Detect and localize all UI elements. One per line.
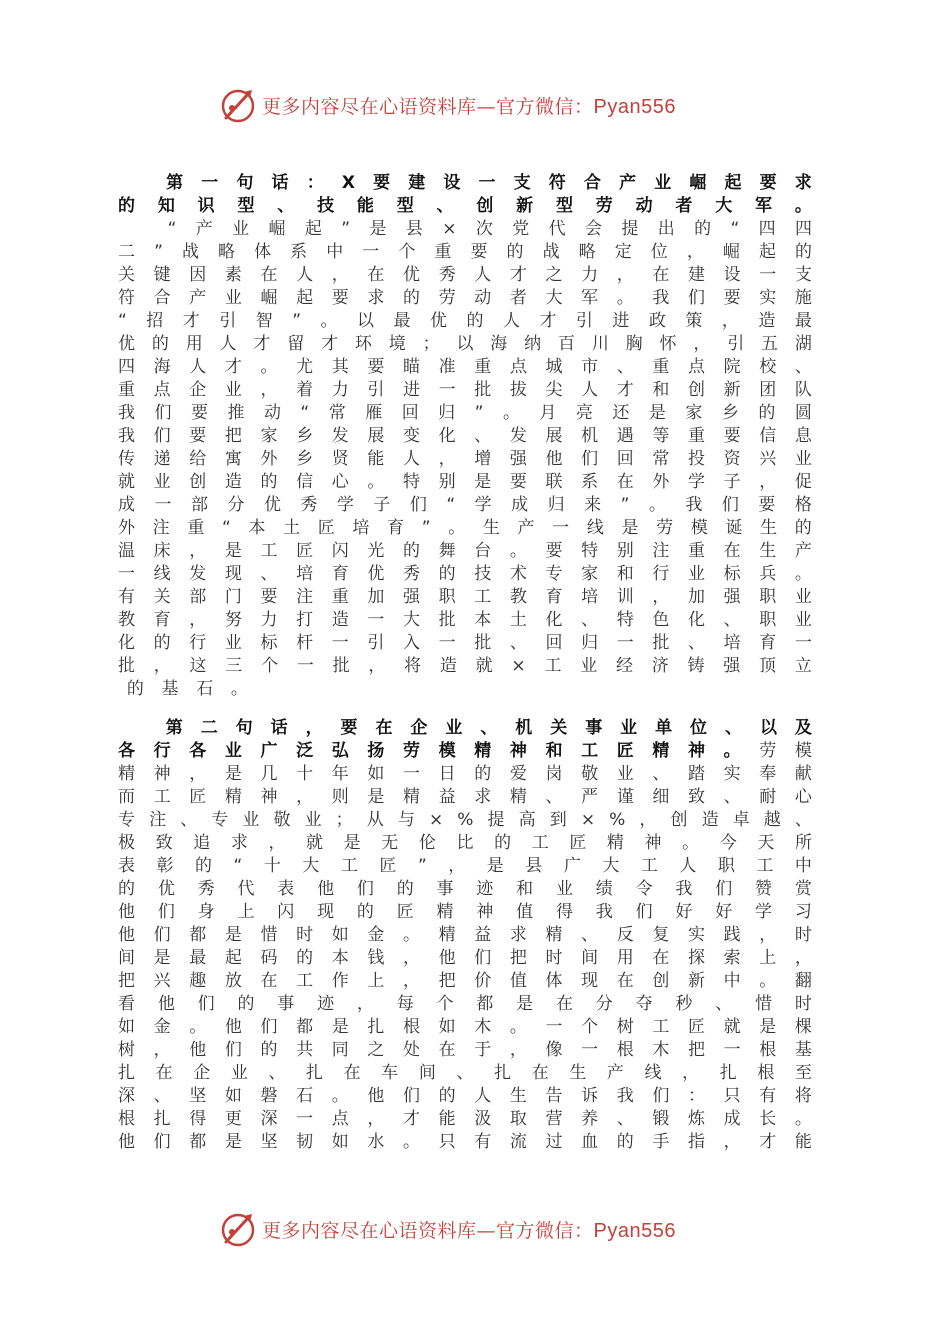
body-line: 四 海 人 才 。 尤 其 要 瞄 准 重 点 城 市 、 重 点 院 校 、 xyxy=(118,357,812,377)
body-line: 二 ” 战 略 体 系 中 一 个 重 要 的 战 略 定 位 ， 崛 起 的 xyxy=(118,242,812,262)
body-line: 看 他 们 的 事 迹 ， 每 个 都 是 在 分 夺 秒 、 惜 时 xyxy=(118,994,812,1014)
body-line: 符 合 产 业 崛 起 要 求 的 劳 动 者 大 军 。 我 们 要 实 施 xyxy=(118,288,812,308)
body-line: 根 扎 得 更 深 一 点 ， 才 能 汲 取 营 养 、 锻 炼 成 长 。 xyxy=(118,1109,812,1129)
body-line: 他 们 都 是 惜 时 如 金 。 精 益 求 精 、 反 复 实 践 ， 时 xyxy=(118,925,812,945)
body-line: 重 点 企 业 ， 着 力 引 进 一 批 拔 尖 人 才 和 创 新 团 队 xyxy=(118,380,812,400)
body-line: 优 的 用 人 才 留 才 环 境 ； 以 海 纳 百 川 胸 怀 ， 引 五 湖 xyxy=(118,334,812,354)
body-line: 一 线 发 现 、 培 育 优 秀 的 技 术 专 家 和 行 业 标 兵 。 xyxy=(118,564,812,584)
body-line: 我 们 要 推 动 “ 常 雁 回 归 ” 。 月 亮 还 是 家 乡 的 圆 xyxy=(118,403,812,423)
body-line: 化 的 行 业 标 杆 一 引 入 一 批 、 回 归 一 批 、 培 育 一 xyxy=(118,633,812,653)
body-line: 树 ， 他 们 的 共 同 之 处 在 于 ， 像 一 根 木 把 一 根 基 xyxy=(118,1040,812,1060)
section-heading-line: 第 二 句 话 ， 要 在 企 业 、 机 关 事 业 单 位 、 以 及 xyxy=(165,718,812,738)
section-gap xyxy=(118,701,812,717)
wechat-id: Pyan556 xyxy=(593,1220,676,1242)
body-line: 关 键 因 素 在 人 ， 在 优 秀 人 才 之 力 ， 在 建 设 一 支 xyxy=(118,265,812,285)
body-line: 扎 在 企 业 、 扎 在 车 间 、 扎 在 生 产 线 ， 扎 根 至 xyxy=(118,1063,812,1083)
body-line: 的 优 秀 代 表 他 们 的 事 迹 和 业 绩 令 我 们 赞 赏 xyxy=(118,879,812,899)
footer-banner xyxy=(0,1208,950,1252)
document-body xyxy=(118,172,812,1154)
body-line: 教 育 ， 努 力 打 造 一 大 批 本 土 化 、 特 色 化 、 职 业 xyxy=(118,610,812,630)
body-line: 把 兴 趣 放 在 工 作 上 ， 把 价 值 体 现 在 创 新 中 。 翻 xyxy=(118,971,812,991)
mixed-heading-line: 各 行 各 业 广 泛 弘 扬 劳 模 精 神 和 工 匠 精 神 。 劳 模 xyxy=(118,741,812,761)
section-heading-line: 的 知 识 型 、 技 能 型 、 创 新 型 劳 动 者 大 军 。 xyxy=(118,196,812,216)
header-banner xyxy=(0,84,950,128)
body-line: “ 产 业 崛 起 ” 是 县 × 次 党 代 会 提 出 的 “ 四 四 xyxy=(167,219,812,239)
body-line: 批 ， 这 三 个 一 批 ， 将 造 就 × 工 业 经 济 铸 强 顶 立 xyxy=(118,656,812,676)
body-line: 他 们 都 是 坚 韧 如 水 。 只 有 流 过 血 的 手 指 ， 才 能 xyxy=(118,1132,812,1152)
body-line: 的 基 石 。 xyxy=(126,679,248,699)
banner-text: 更多内容尽在心语资料库—官方微信：Pyan556 xyxy=(262,1220,676,1242)
body-line: 外 注 重 “ 本 土 匠 培 育 ” 。 生 产 一 线 是 劳 模 诞 生 的 xyxy=(118,518,812,538)
body-line: 温 床 ， 是 工 匠 闪 光 的 舞 台 。 要 特 别 注 重 在 生 产 xyxy=(118,541,812,561)
body-line: 专 注 、 专 业 敬 业 ； 从 与 × % 提 高 到 × % ， 创 造 卓 越 、 xyxy=(118,810,812,830)
pen-logo-icon xyxy=(218,1210,258,1250)
body-line: 传 递 给 寓 外 乡 贤 能 人 ， 增 强 他 们 回 常 投 资 兴 业 xyxy=(118,449,812,469)
body-line: 而 工 匠 精 神 ， 则 是 精 益 求 精 、 严 谨 细 致 、 耐 心 xyxy=(118,787,812,807)
body-line: “ 招 才 引 智 ” 。 以 最 优 的 人 才 引 进 政 策 ， 造 最 xyxy=(118,311,812,331)
body-line: 就 业 创 造 的 信 心 。 特 别 是 要 联 系 在 外 学 子 ， 促 xyxy=(118,472,812,492)
body-line: 间 是 最 起 码 的 本 钱 ， 他 们 把 时 间 用 在 探 索 上 ， xyxy=(118,948,812,968)
body-line: 精 神 ， 是 几 十 年 如 一 日 的 爱 岗 敬 业 、 踏 实 奉 献 xyxy=(118,764,812,784)
section-heading-line: 第 一 句 话 ： X 要 建 设 一 支 符 合 产 业 崛 起 要 求 xyxy=(166,173,812,193)
body-line: 极 致 追 求 ， 就 是 无 伦 比 的 工 匠 精 神 。 今 天 所 xyxy=(118,833,812,853)
pen-logo-icon xyxy=(218,86,258,126)
body-line: 他 们 身 上 闪 现 的 匠 精 神 值 得 我 们 好 好 学 习 xyxy=(118,902,812,922)
body-line: 如 金 。 他 们 都 是 扎 根 如 木 。 一 个 树 工 匠 就 是 棵 xyxy=(118,1017,812,1037)
body-line: 表 彰 的 “ 十 大 工 匠 ” ， 是 县 广 大 工 人 职 工 中 xyxy=(118,856,812,876)
body-line: 我 们 要 把 家 乡 发 展 变 化 、 发 展 机 遇 等 重 要 信 息 xyxy=(118,426,812,446)
banner-text: 更多内容尽在心语资料库—官方微信：Pyan556 xyxy=(262,96,676,118)
body-line: 成 一 部 分 优 秀 学 子 们 “ 学 成 归 来 ” 。 我 们 要 格 xyxy=(118,495,812,515)
body-line: 深 、 坚 如 磐 石 。 他 们 的 人 生 告 诉 我 们 ： 只 有 将 xyxy=(118,1086,812,1106)
body-line: 有 关 部 门 要 注 重 加 强 职 工 教 育 培 训 ， 加 强 职 业 xyxy=(118,587,812,607)
wechat-id: Pyan556 xyxy=(593,96,676,118)
